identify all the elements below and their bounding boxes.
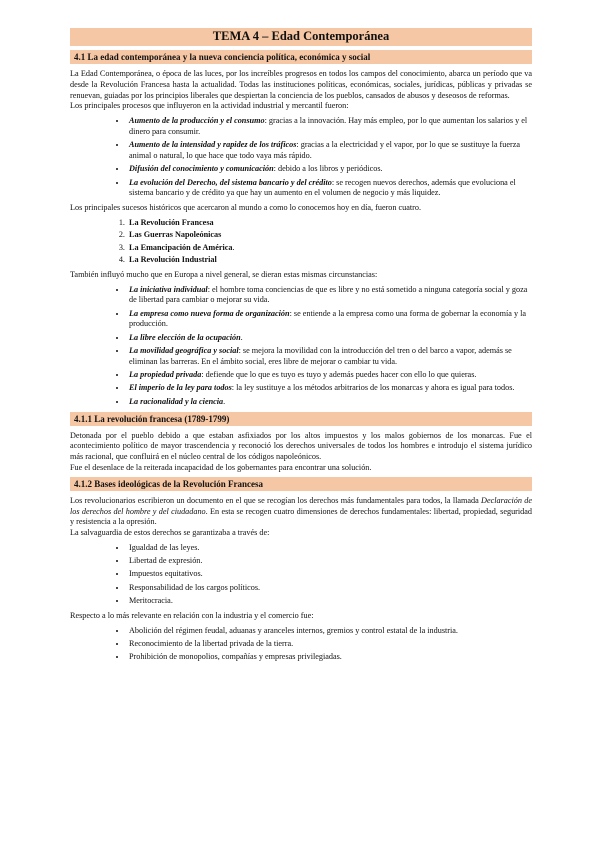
list-item-term: La propiedad privada xyxy=(129,370,202,380)
events-list xyxy=(70,218,532,266)
list-item-term: La movilidad geográfica y social xyxy=(129,346,239,356)
list-item-text: : se entiende a la empresa como una forma de gobernar la economía y la producción. xyxy=(129,308,526,329)
list-item-text: . xyxy=(240,332,243,342)
list-item xyxy=(127,397,532,408)
guarantees-list xyxy=(70,543,532,607)
list-item: • Prohibición de monopolios, compañías y empresas privilegiadas. xyxy=(127,652,532,663)
revolution-paragraph: Detonada por el pueblo debido a que estaban asfixiados por los altos impuestos y los malos gobiernos de los monarcas. Fue el acontecimiento político de mayor trascendencia y reconoció los derechos universales de todos los hombres e introdujo el sistema jurídico más racional, que confluirá en el núcleo central de los códigos napoleónicos. xyxy=(70,430,532,462)
list-item-text: : defiende que lo que es tuyo es tuyo y además puedes hacer con ello lo que quieras. xyxy=(201,370,477,380)
declaration-title: Declaración de los derechos del hombre y del ciudadano xyxy=(70,495,532,516)
list-item-text: : gracias a la electricidad y el vapor, por lo que se sustituye la fuerza animal o natural, lo que hace que todo vaya más rápido. xyxy=(129,140,521,161)
list-item xyxy=(127,243,532,254)
list-item-term: Aumento de la producción y el consumo xyxy=(129,116,265,126)
section-heading-4-1: 4.1 La edad contemporánea y la nueva conciencia política, económica y social xyxy=(70,50,532,64)
list-item-text: : se mejora la movilidad con la introducción del tren o del barco a vapor, además se eliminan las barreras. En el ámbito social, eres libre de mejorar o cambiar tu vida. xyxy=(129,346,512,366)
list-item xyxy=(127,346,532,368)
list-item xyxy=(127,178,532,200)
processes-lead: Los principales procesos que influyeron en la actividad industrial y mercantil fueron: xyxy=(70,101,349,111)
list-item-term: La Revolución Industrial xyxy=(129,254,217,264)
list-item-term: La iniciativa individual xyxy=(129,284,208,294)
list-item xyxy=(127,140,532,162)
revolution-conclusion: Fue el desenlace de la reiterada incapacidad de los gobernantes para encontrar una solución. xyxy=(70,462,372,472)
list-item: • Meritocracia. xyxy=(127,596,532,607)
list-item xyxy=(127,370,532,381)
list-item: • Reconocimiento de la libertad privada de la tierra. xyxy=(127,639,532,650)
circumstances-list xyxy=(70,285,532,408)
list-item: • Impuestos equitativos. xyxy=(127,569,532,580)
declaration-paragraph: Los revolucionarios escribieron un documento en el que se recogían los derechos más fundamentales para todos, la llamada Declaración de los derechos del hombre y del ciudadano. En esta se recogen cuatro dimensiones de derechos fundamentales: libertad, propiedad, seguridad y resistencia a la opresión. xyxy=(70,495,532,527)
intro-paragraph: La Edad Contemporánea, o época de las luces, por los increíbles progresos en todos los campos del conocimiento, abarca un período que va desde la Revolución Francesa hasta la actualidad. Todas las instituciones políticas, económicas, sociales, jurídicas, públicas y privadas se renuevan, guiadas por los principios liberales que despiertan la conciencia de los pueblos, cansados de abusos y deseosos de reformas. xyxy=(70,69,532,100)
list-item-text: : el hombre toma conciencias de que es libre y no está sometido a ninguna categoría social y goza de libertad para cambiar o mejorar su vida. xyxy=(129,284,528,305)
commerce-list xyxy=(70,626,532,663)
list-item-term: La libre elección de la ocupación xyxy=(129,332,241,342)
list-item-text: . xyxy=(232,242,235,252)
list-item-term: La evolución del Derecho, del sistema bancario y del crédito xyxy=(129,177,332,187)
list-item xyxy=(127,285,532,307)
processes-list xyxy=(70,116,532,199)
list-item-text: : se recogen nuevos derechos, además que evoluciona el sistema bancario y de crédito ya que hay un aumento en el volumen de negocio y más liquidez. xyxy=(129,177,516,198)
list-item xyxy=(127,230,532,241)
document-title: TEMA 4 – Edad Contemporánea xyxy=(70,28,532,46)
list-item-term: La Emancipación de América xyxy=(129,242,233,252)
list-item-term: Las Guerras Napoleónicas xyxy=(129,230,222,240)
list-item-text: . xyxy=(223,396,226,406)
commerce-lead: Respecto a lo más relevante en relación con la industria y el comercio fue: xyxy=(70,610,314,620)
list-item-text: : gracias a la innovación. Hay más empleo, por lo que aumentan los salarios y el dinero para consumir. xyxy=(129,116,528,136)
list-item xyxy=(127,255,532,266)
events-lead: Los principales sucesos históricos que acercaron al mundo a como lo conocemos hoy en día, fueron cuatro. xyxy=(70,203,422,213)
list-item xyxy=(127,116,532,138)
list-item xyxy=(127,164,532,175)
section-heading-4-1-2: 4.1.2 Bases ideológicas de la Revolución Francesa xyxy=(70,477,532,491)
list-item-term: La racionalidad y la ciencia xyxy=(129,396,224,406)
list-item-text: : la ley sustituye a los métodos arbitrarios de los monarcas y ahora es igual para todos. xyxy=(231,383,515,393)
list-item-term: Difusión del conocimiento y comunicación xyxy=(129,164,274,174)
guarantees-lead: La salvaguardia de estos derechos se garantizaba a través de: xyxy=(70,528,270,538)
list-item-term: El imperio de la ley para todos xyxy=(129,383,232,393)
list-item xyxy=(127,333,532,344)
list-item: • Libertad de expresión. xyxy=(127,556,532,567)
list-item-term: Aumento de la intensidad y rapidez de los tráficos xyxy=(129,140,297,150)
circumstances-lead: También influyó mucho que en Europa a nivel general, se dieran estas mismas circunstancias: xyxy=(70,269,378,279)
section-heading-4-1-1: 4.1.1 La revolución francesa (1789-1799) xyxy=(70,412,532,426)
list-item-text: : debido a los libros y periódicos. xyxy=(273,164,383,174)
list-item: • Igualdad de las leyes. xyxy=(127,543,532,554)
document-page xyxy=(70,28,532,667)
list-item: • Responsabilidad de los cargos políticos. xyxy=(127,583,532,594)
list-item-term: La Revolución Francesa xyxy=(129,218,214,228)
list-item xyxy=(127,218,532,229)
list-item: • Abolición del régimen feudal, aduanas y aranceles internos, gremios y control estatal de la industria. xyxy=(127,626,532,637)
list-item-term: La empresa como nueva forma de organización xyxy=(129,308,290,318)
list-item xyxy=(127,309,532,331)
list-item xyxy=(127,383,532,394)
